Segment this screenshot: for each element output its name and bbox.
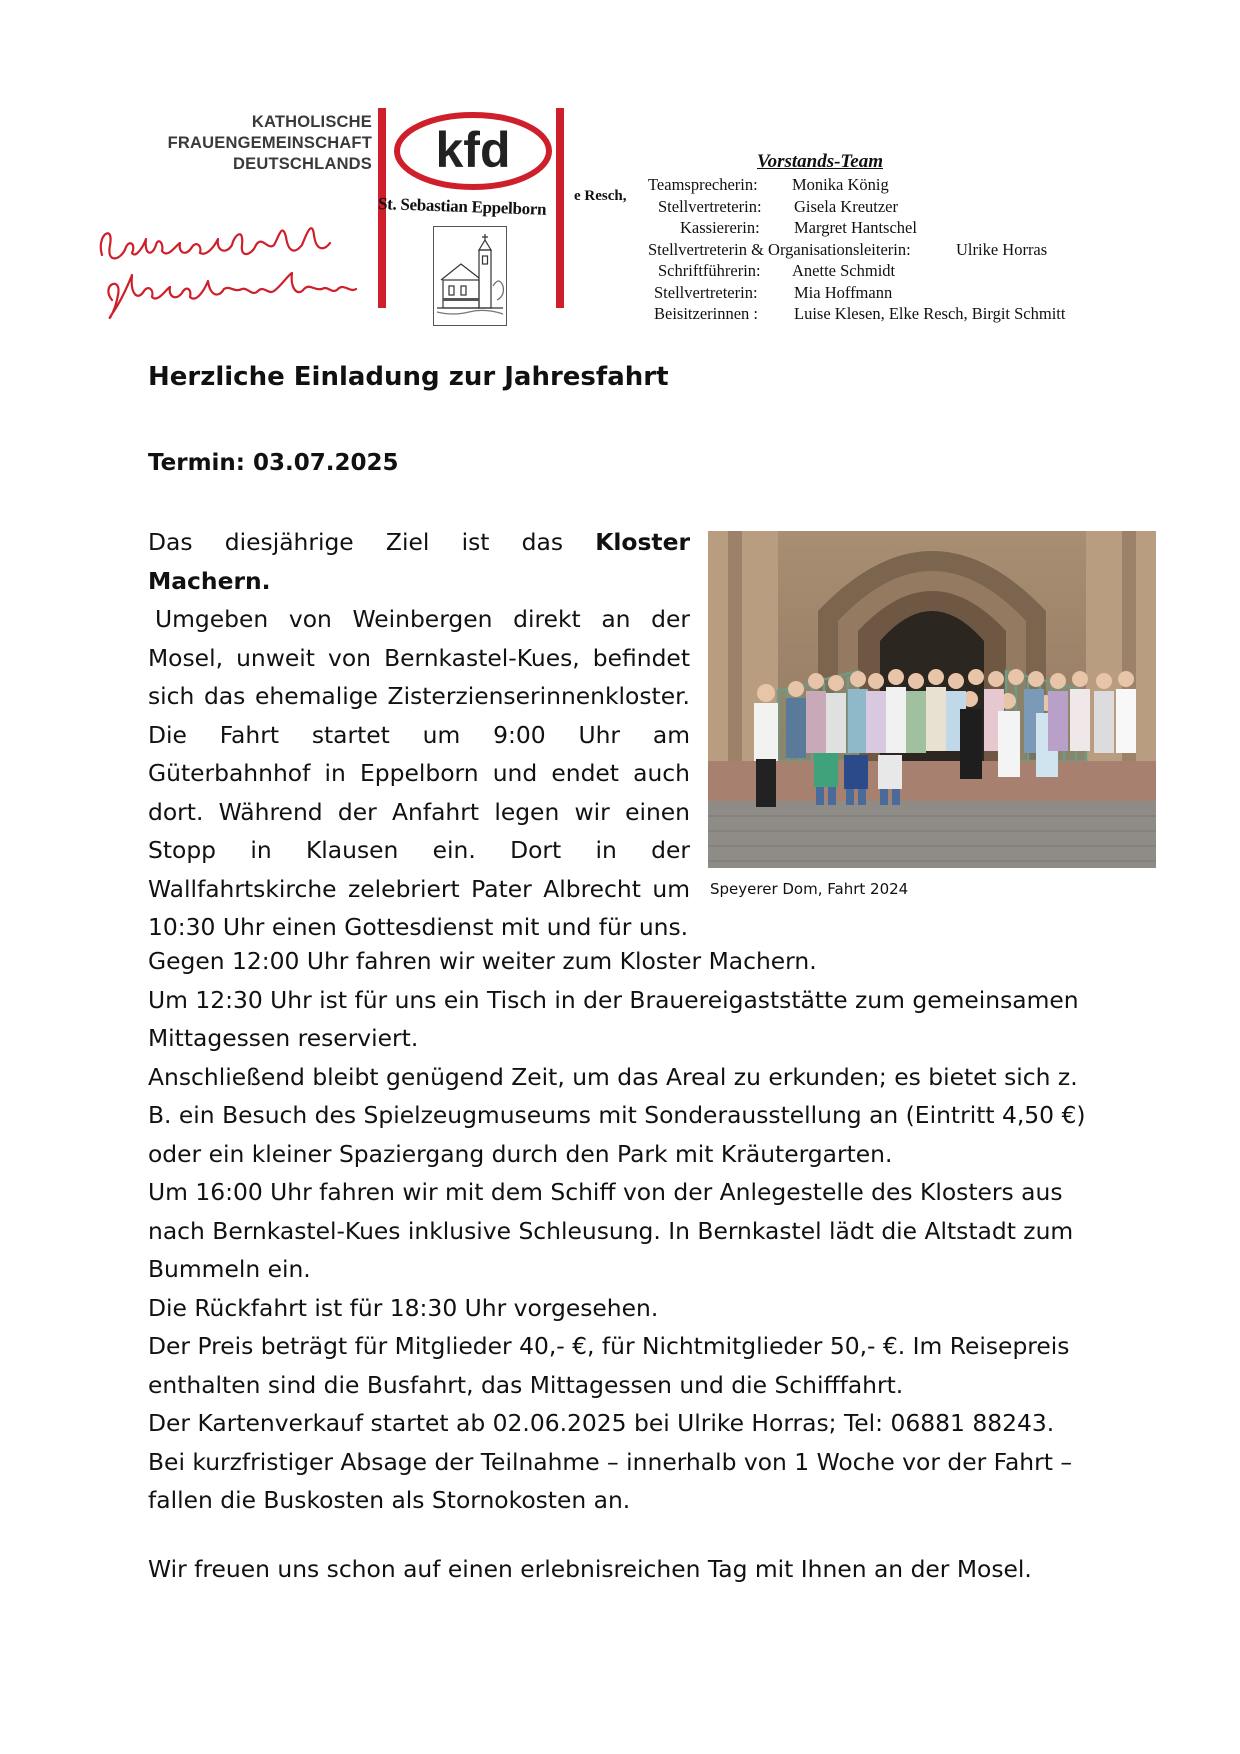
board-member [600,196,1065,218]
details-section [148,942,1092,1520]
paragraph: Bei kurzfristiger Absage der Teilnahme – innerhalb von 1 Woche vor der Fahrt – fallen die Buskosten als Stornokosten an. [148,1447,1073,1514]
parish-name: St. Sebastian Eppelborn [377,194,547,219]
paragraph: Anschließend bleibt genügend Zeit, um das Areal zu erkunden; es bietet sich z. B. ein Besuch des Spielzeugmuseums mit Sonderausstellung an (Eintritt 4,50 €) oder ein kleiner Spaziergang durch den Park mit Kräutergarten. [148,1062,1086,1168]
paragraph: Der Preis beträgt für Mitglieder 40,- €, für Nichtmitglieder 50,- €. Im Reisepreis enthalten sind die Busfahrt, das Mittagessen und die Schifffahrt. [148,1332,1070,1399]
board-person: Gisela Kreutzer [794,196,898,216]
page-title: Herzliche Einladung zur Jahresfahrt [148,362,669,392]
board-person: Margret Hantschel [794,218,917,237]
logo-divider-right [556,108,564,308]
paragraph: Der Kartenverkauf startet ab 02.06.2025 bei Ulrike Horras; Tel: 06881 88243. [148,1409,1055,1437]
date-line: Termin: 03.07.2025 [148,450,399,476]
board-title: Vorstands-Team [757,151,883,172]
paragraph: Um 16:00 Uhr fahren wir mit dem Schiff von der Anlegestelle des Klosters aus nach Bernkastel-Kues inklusive Schleusung. In Bernkastel lädt die Altstadt zum Bummeln ein. [148,1178,1074,1283]
paragraph: Gegen 12:00 Uhr fahren wir weiter zum Kloster Machern. [148,947,817,975]
board-person: Mia Hoffmann [794,282,893,302]
board-member [600,174,1065,196]
org-name [140,112,372,175]
kfd-brand-text: kfd [435,122,511,178]
org-name-line: KATHOLISCHE [251,113,372,131]
board-role: Schriftführerin: [658,261,761,280]
org-name-line: DEUTSCHLANDS [233,155,372,173]
board-person: Ulrike Horras [956,239,1048,259]
board-person: Monika König [792,175,889,194]
tagline-script-logo [92,215,382,330]
destination-name: Kloster Machern. [148,528,690,595]
paragraph: Die Rückfahrt ist für 18:30 Uhr vorgesehen. [148,1293,659,1322]
intro-body: Umgeben von Weinbergen direkt an der Mosel, unweit von Bernkastel-Kues, befindet sich das ehemalige Zisterzienserinnenkloster. Die Fahrt startet um 9:00 Uhr am Güterbahnhof in Eppelborn und endet auch dort. Während der Anfahrt legen wir einen Stopp in Klausen ein. Dort in der Wallfahrtskirche zelebriert Pater Albrecht um 10:30 Uhr einen Gottesdienst mit und für uns. [148,605,690,941]
board-member [600,239,1065,261]
group-photo [708,531,1156,868]
intro-text: Das diesjährige Ziel ist das [148,528,596,556]
paragraph: Um 12:30 Uhr ist für uns ein Tisch in der Brauereigaststätte zum gemeinsamen Mittagessen reserviert. [148,985,1079,1052]
closing-line: Wir freuen uns schon auf einen erlebnisreichen Tag mit Ihnen an der Mosel. [148,1555,1032,1583]
board-member [600,282,1065,304]
board-person: Anette Schmidt [792,261,896,280]
intro-paragraph [148,523,690,947]
cutoff-text: e Resch, [574,188,627,204]
board-person: Luise Klesen, Elke Resch, Birgit Schmitt [794,304,1066,323]
board-role: Stellvertreterin: [654,282,758,302]
org-name-line: FRAUENGEMEINSCHAFT [167,134,372,152]
photo-caption: Speyerer Dom, Fahrt 2024 [710,880,909,898]
board-role: Teamsprecherin: [648,175,758,194]
board-role: Stellvertreterin: [658,196,762,216]
board-role: Stellvertreterin & Organisationsleiterin: [648,239,911,259]
board-member [600,217,1065,239]
church-sketch-icon [433,226,507,326]
kfd-brand-logo [392,110,554,192]
board-list [600,174,1065,325]
board-role: Kassiererin: [680,218,760,237]
board-role: Beisitzerinnen : [654,304,759,323]
board-member [600,303,1065,325]
board-member [600,260,1065,282]
